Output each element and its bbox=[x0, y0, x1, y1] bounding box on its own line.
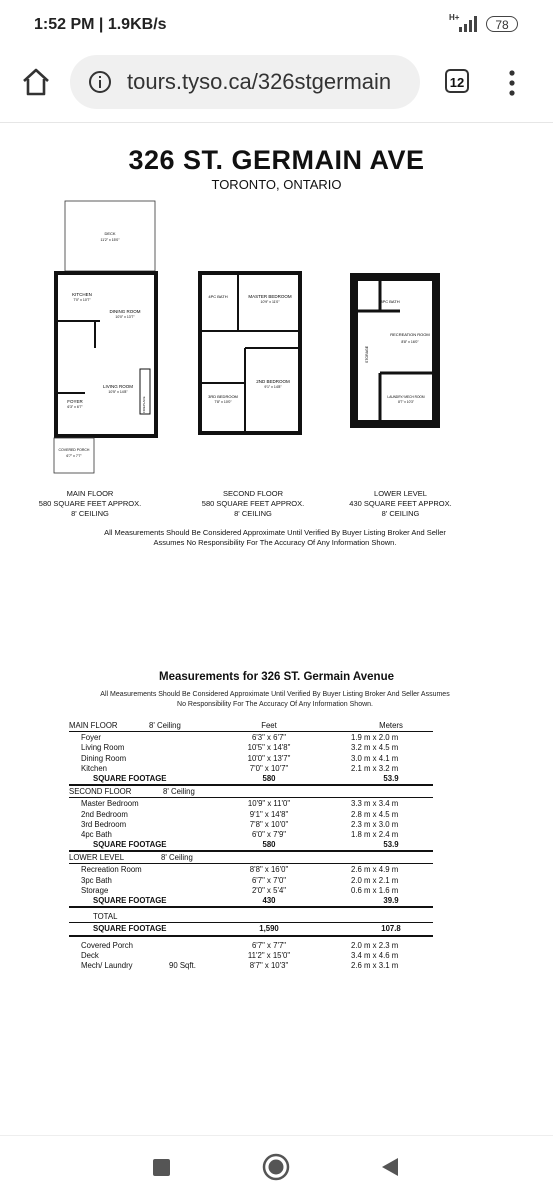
column-header-feet: Feet bbox=[261, 721, 277, 730]
page-subtitle: TORONTO, ONTARIO bbox=[211, 177, 342, 192]
table-row: Recreation Room 8'8" x 16'0" 2.6 m x 4.9 m bbox=[81, 865, 399, 875]
porch-label: COVERED PORCH bbox=[58, 448, 90, 452]
system-navigation-bar bbox=[0, 1135, 553, 1201]
home-icon[interactable] bbox=[20, 66, 52, 98]
master-bedroom-label: MASTER BEDROOM bbox=[248, 294, 292, 299]
second-floor-name: SECOND FLOOR bbox=[222, 489, 283, 498]
kitchen-size: 7'0" x 10'7" bbox=[73, 298, 91, 302]
table-row: Kitchen 7'0" x 10'7" 2.1 m x 3.2 m bbox=[81, 763, 399, 773]
table-row: 2nd Bedroom 9'1" x 14'8" 2.8 m x 4.5 m bbox=[81, 809, 399, 819]
url-text[interactable]: tours.tyso.ca/326stgermain bbox=[127, 69, 392, 94]
total-square-footage-row: SQUARE FOOTAGE 1,590 107.8 bbox=[93, 924, 401, 934]
lower-level-name: LOWER LEVEL bbox=[374, 489, 427, 498]
rec-room-label: RECREATION ROOM bbox=[390, 332, 430, 337]
main-floor-caption bbox=[30, 489, 150, 519]
lower-level-ceiling: 8' CEILING bbox=[381, 509, 420, 518]
bed3-label: 3RD BEDROOM bbox=[208, 394, 238, 399]
second-floor-area: 580 SQUARE FEET APPROX. bbox=[201, 499, 305, 508]
network-type-label: H+ bbox=[449, 13, 460, 22]
floorplan-disclaimer: All Measurements Should Be Considered Approximate Until Verified By Buyer Listing Broker And Seller Assumes No Responsibility For The Accuracy Of Any Information Shown. bbox=[104, 528, 446, 547]
square-footage-row: SQUARE FOOTAGE 580 53.9 bbox=[93, 773, 399, 783]
section-header-row: LOWER LEVEL 8' Ceiling bbox=[69, 853, 193, 863]
table-row: Deck 11'2" x 15'0" 3.4 m x 4.6 m bbox=[81, 950, 399, 960]
rec-room-size: 8'8" x 16'0" bbox=[401, 340, 419, 344]
bed2-label: 2ND BEDROOM bbox=[256, 379, 290, 384]
status-time-speed: 1:52 PM | 1.9KB/s bbox=[34, 16, 167, 33]
floor-plans bbox=[40, 193, 520, 483]
recent-apps-button[interactable] bbox=[153, 1159, 170, 1176]
table-row: Foyer 6'3" x 6'7" 1.9 m x 2.0 m bbox=[81, 733, 399, 743]
section-ceiling: 8' Ceiling bbox=[149, 721, 181, 730]
section-header-row: SECOND FLOOR 8' Ceiling bbox=[69, 787, 195, 797]
web-content bbox=[0, 123, 553, 1135]
divider bbox=[69, 731, 433, 732]
second-floor-plan bbox=[200, 273, 300, 433]
divider bbox=[69, 797, 433, 798]
divider bbox=[69, 850, 433, 852]
square-footage-row: SQUARE FOOTAGE 580 53.9 bbox=[93, 840, 399, 850]
section-name: MAIN FLOOR bbox=[69, 721, 118, 730]
bed2-size: 9'1" x 14'8" bbox=[264, 385, 282, 389]
laundry-size: 8'7" x 10'3" bbox=[398, 400, 414, 404]
main-floor-ceiling: 8' CEILING bbox=[71, 509, 109, 518]
bed3-size: 7'8" x 10'0" bbox=[214, 400, 232, 404]
page-title: 326 ST. GERMAIN AVE bbox=[128, 145, 425, 175]
table-row: Living Room 10'5" x 14'8" 3.2 m x 4.5 m bbox=[81, 743, 399, 753]
tab-switcher-button[interactable]: 12 bbox=[445, 69, 469, 93]
table-row: 3rd Bedroom 7'8" x 10'0" 2.3 m x 3.0 m bbox=[81, 819, 399, 829]
home-button[interactable] bbox=[262, 1153, 290, 1181]
back-button[interactable] bbox=[380, 1157, 400, 1177]
measurements-table bbox=[69, 721, 433, 971]
main-floor-name: MAIN FLOOR bbox=[66, 489, 114, 498]
table-row: Dining Room 10'0" x 13'7" 3.0 m x 4.1 m bbox=[81, 753, 399, 763]
second-floor-ceiling: 8' CEILING bbox=[234, 509, 272, 518]
divider bbox=[69, 784, 433, 786]
table-row: Covered Porch 6'7" x 7'7" 2.0 m x 2.3 m bbox=[81, 940, 399, 950]
main-floor-plan bbox=[54, 201, 156, 473]
divider bbox=[69, 935, 433, 937]
foyer-label: FOYER bbox=[67, 399, 83, 404]
dining-room-label: DINING ROOM bbox=[109, 309, 141, 314]
table-row: 4pc Bath 6'0" x 7'9" 1.8 m x 2.4 m bbox=[81, 829, 399, 839]
divider bbox=[69, 863, 433, 864]
main-floor-area: 580 SQUARE FEET APPROX. bbox=[38, 499, 142, 508]
address-bar[interactable] bbox=[70, 55, 420, 109]
deck-size: 11'2" x 15'0" bbox=[100, 238, 120, 242]
more-options-icon[interactable] bbox=[505, 68, 519, 98]
lower-level-area: 430 SQUARE FEET APPROX. bbox=[349, 499, 452, 508]
bath3-label: 3PC BATH bbox=[380, 299, 400, 304]
battery-level: 78 bbox=[495, 18, 509, 32]
table-row: Master Bedroom 10'9" x 11'0" 3.3 m x 3.4 m bbox=[81, 799, 399, 809]
table-header-row bbox=[69, 721, 433, 731]
column-header-meters: Meters bbox=[379, 721, 403, 730]
lower-level-caption bbox=[338, 489, 463, 519]
bath4-label: 4PC BATH bbox=[208, 294, 228, 299]
deck-label: DECK bbox=[104, 231, 116, 236]
divider bbox=[69, 922, 433, 923]
divider bbox=[69, 906, 433, 908]
living-room-label: LIVING ROOM bbox=[102, 384, 134, 389]
kitchen-label: KITCHEN bbox=[72, 292, 92, 297]
fireplace-label: FIREPLACE bbox=[142, 396, 146, 413]
measurements-title: Measurements for 326 ST. Germain Avenue bbox=[159, 671, 394, 683]
laundry-label: LAUNDRY/ MECH ROOM bbox=[387, 395, 425, 399]
square-footage-row: SQUARE FOOTAGE 430 39.9 bbox=[93, 896, 399, 905]
living-room-size: 10'5" x 14'8" bbox=[108, 390, 128, 394]
table-row: Storage 2'0" x 5'4" 0.6 m x 1.6 m bbox=[81, 885, 399, 895]
table-row: 3pc Bath 6'7" x 7'0" 2.0 m x 2.1 m bbox=[81, 875, 399, 885]
lower-level-plan bbox=[350, 273, 440, 428]
status-bar bbox=[0, 0, 553, 50]
browser-toolbar bbox=[0, 50, 553, 123]
master-bedroom-size: 10'9" x 11'0" bbox=[260, 300, 280, 304]
porch-size: 6'7" x 7'7" bbox=[66, 454, 82, 458]
dining-room-size: 10'0" x 13'7" bbox=[115, 315, 135, 319]
table-row: Mech/ Laundry 90 Sqft. 8'7" x 10'3" 2.6 m x 3.1 m bbox=[81, 960, 399, 970]
second-floor-caption bbox=[188, 489, 318, 519]
signal-icon bbox=[459, 16, 479, 32]
info-icon[interactable] bbox=[88, 70, 112, 94]
measurements-disclaimer: All Measurements Should Be Considered Approximate Until Verified By Buyer Listing Broker And Seller Assumes No Responsibility For The Accuracy Of Any Information Shown. bbox=[100, 691, 450, 708]
storage-label: STORAGE bbox=[365, 345, 369, 363]
battery-icon bbox=[486, 16, 518, 32]
foyer-size: 6'3" x 6'7" bbox=[67, 405, 83, 409]
total-header-row: TOTAL bbox=[93, 912, 118, 922]
